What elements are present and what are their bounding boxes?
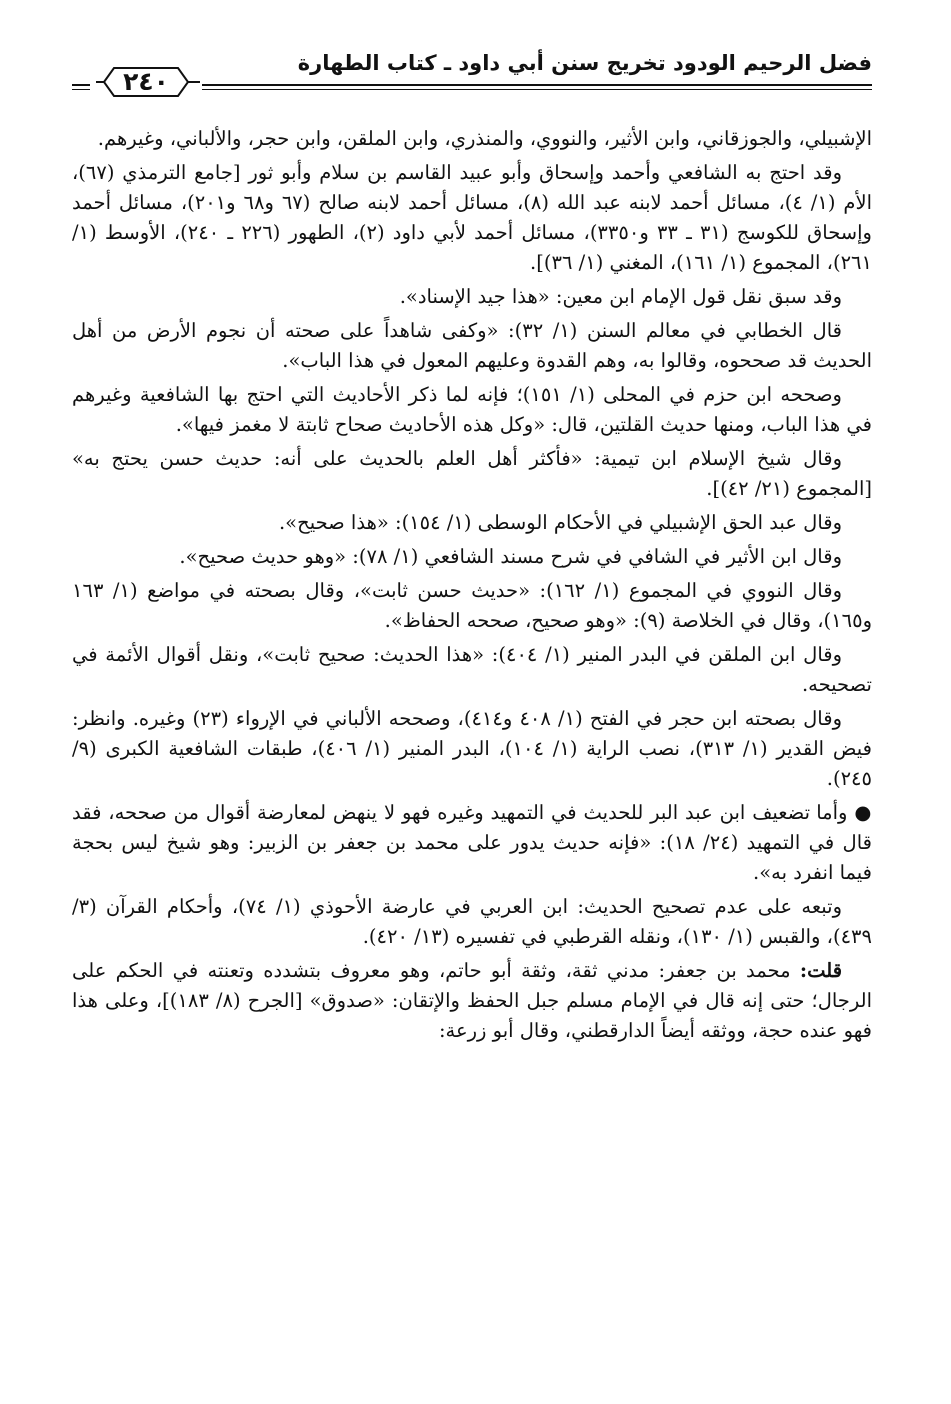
paragraph-text: وقال شيخ الإسلام ابن تيمية: «فأكثر أهل العلم بالحديث على أنه: حديث حسن يحتج به» [المجموع (٢١/ ٤٢)]. (72, 447, 872, 500)
paragraph-text: وقال النووي في المجموع (١/ ١٦٢): «حديث حسن ثابت»، وقال بصحته في مواضع (١/ ١٦٣ و١٦٥)، وقال في الخلاصة (٩): «وهو صحيح، صححه الحفاظ». (72, 579, 872, 632)
paragraph (72, 380, 872, 440)
paragraph (72, 956, 872, 1046)
bullet-icon: ● (854, 801, 873, 824)
paragraph-text: وقد سبق نقل قول الإمام ابن معين: «هذا جيد الإسناد». (399, 285, 842, 308)
page-number: ٢٤٠ (123, 67, 169, 96)
paragraph-text: قال الخطابي في معالم السنن (١/ ٣٢): «وكفى شاهداً على صحته أن نجوم الأرض من أهل الحديث قد صححوه، وقالوا به، وهم القدوة وعليهم المعول في هذا الباب». (72, 319, 872, 372)
document-page (72, 40, 872, 1380)
paragraph (72, 124, 872, 154)
paragraph-text: الإشبيلي، والجوزقاني، وابن الأثير، والنووي، والمنذري، وابن الملقن، وابن حجر، والألباني، وغيرهم. (97, 127, 872, 150)
paragraph-text: وقال ابن الأثير في الشافي في شرح مسند الشافعي (١/ ٧٨): «وهو حديث صحيح». (179, 545, 842, 568)
paragraph-text: وقال ابن الملقن في البدر المنير (١/ ٤٠٤): «هذا الحديث: صحيح ثابت»، ونقل أقوال الأئمة في تصحيحه. (72, 643, 872, 696)
paragraph-lead: قلت: (799, 959, 843, 982)
paragraph-text: وتبعه على عدم تصحيح الحديث: ابن العربي في عارضة الأحوذي (١/ ٧٤)، وأحكام القرآن (٣/ ٤٣٩)، والقبس (١/ ١٣٠)، ونقله القرطبي في تفسيره (١٣/ ٤٢٠). (72, 895, 872, 948)
body-text (72, 124, 872, 1050)
paragraph (72, 444, 872, 504)
paragraph (72, 798, 872, 888)
paragraph-text: وأما تضعيف ابن عبد البر للحديث في التمهيد وغيره فهو لا ينهض لمعارضة أقوال من صححه، فقد قال في التمهيد (٢٤/ ١٨): «فإنه حديث يدور على محمد بن جعفر بن الزبير: وهو شيخ ليس بحجة فيما انفرد به». (72, 801, 872, 884)
paragraph (72, 158, 872, 278)
paragraph-text: وقال عبد الحق الإشبيلي في الأحكام الوسطى (١/ ١٥٤): «هذا صحيح». (278, 511, 842, 534)
paragraph-text: محمد بن جعفر: مدني ثقة، وثقة أبو حاتم، وهو معروف بتشدده وتعنته في الحكم على الرجال؛ حتى إنه قال في الإمام مسلم جبل الحفظ والإتقان: «صدوق» [الجرح (٨/ ١٨٣)]، وعلى هذا فهو عنده حجة، ووثقه أيضاً الدارقطني، وقال أبو زرعة: (72, 959, 872, 1042)
paragraph-text: وقال بصحته ابن حجر في الفتح (١/ ٤٠٨ و٤١٤)، وصححه الألباني في الإرواء (٢٣) وغيره. وانظر: فيض القدير (١/ ٣١٣)، نصب الراية (١/ ١٠٤)، البدر المنير (١/ ٤٠٦)، طبقات الشافعية الكبرى (٩/ ٢٤٥). (72, 707, 872, 790)
page-number-frame (90, 62, 202, 102)
paragraph (72, 704, 872, 794)
paragraph (72, 508, 872, 538)
paragraph (72, 282, 872, 312)
paragraph (72, 640, 872, 700)
running-title: فضل الرحيم الودود تخريج سنن أبي داود ـ كتاب الطهارة (297, 51, 872, 75)
paragraph (72, 316, 872, 376)
paragraph (72, 892, 872, 952)
paragraph (72, 576, 872, 636)
paragraph-text: وقد احتج به الشافعي وأحمد وإسحاق وأبو عبيد القاسم بن سلام وأبو ثور [جامع الترمذي (٦٧)، الأم (١/ ٤)، مسائل أحمد لابنه عبد الله (٨)، مسائل أحمد لابنه صالح (٦٧ و٦٨ و٢٠١)، مسائل أحمد وإسحاق للكوسج (٣١ ـ ٣٣ و٣٣٥٠)، مسائل أحمد لأبي داود (٢)، الطهور (٢٢٦ ـ ٢٤٠)، الأوسط (١/ ٢٦١)، المجموع (١/ ١٦١)، المغني (١/ ٣٦)]. (72, 161, 872, 274)
paragraph-text: وصححه ابن حزم في المحلى (١/ ١٥١)؛ فإنه لما ذكر الأحاديث التي احتج بها الشافعية وغيرهم في هذا الباب، ومنها حديث القلتين، قال: «وكل هذه الأحاديث صحاح ثابتة لا مغمز فيها». (72, 383, 872, 436)
paragraph (72, 542, 872, 572)
